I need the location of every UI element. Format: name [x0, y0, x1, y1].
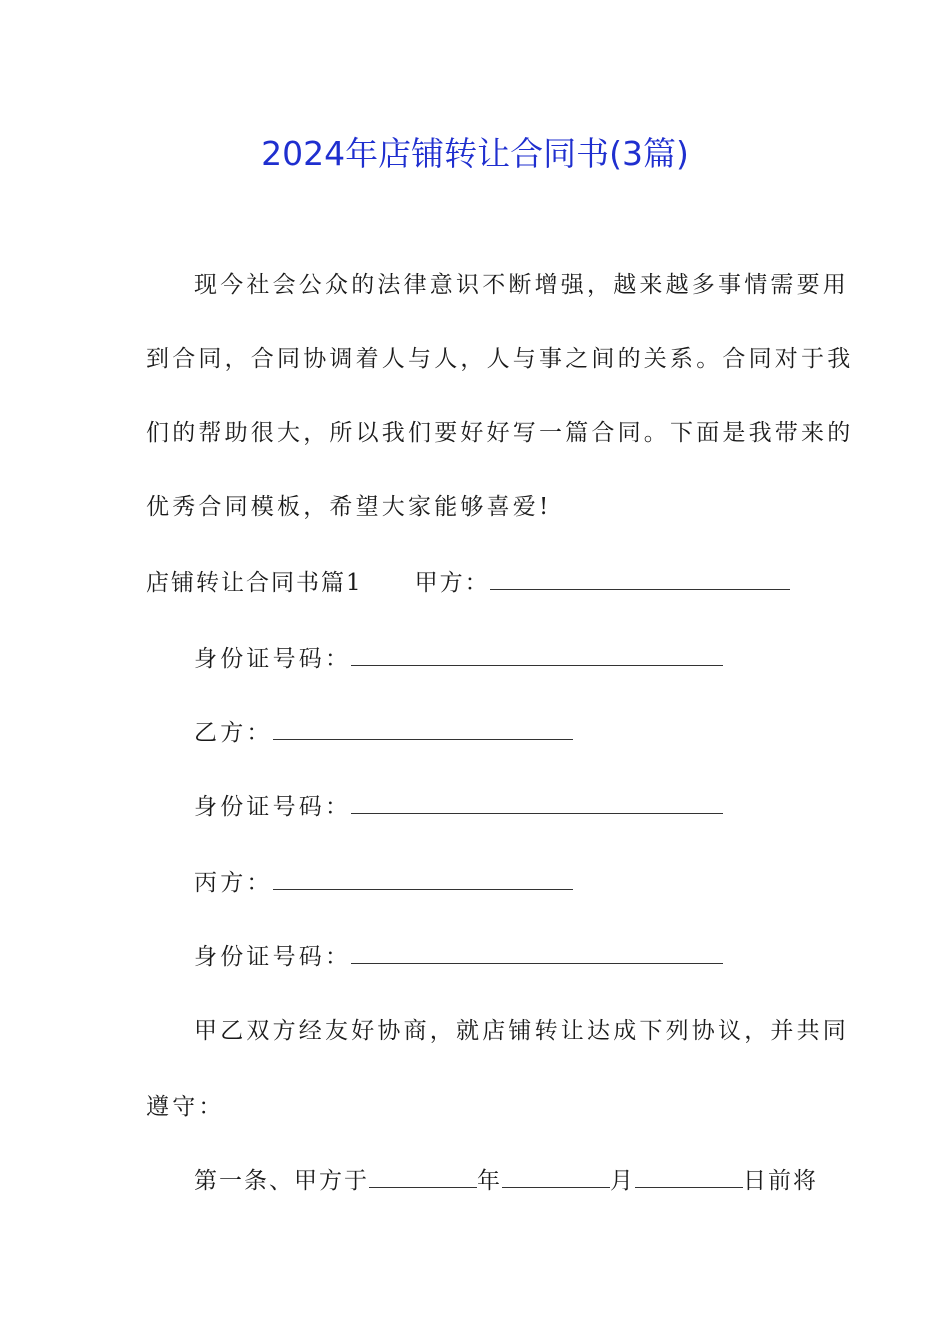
month-blank[interactable] — [502, 1169, 610, 1188]
party-a-label: 甲方： — [414, 570, 490, 596]
party-b-row — [194, 718, 573, 748]
day-blank[interactable] — [635, 1169, 743, 1188]
section-heading-row — [146, 568, 790, 598]
party-b-label: 乙方： — [194, 720, 273, 746]
id-a-row — [194, 644, 723, 674]
agreement-line-2: 遵守： — [146, 1094, 225, 1120]
id-a-blank[interactable] — [351, 647, 723, 666]
id-b-row — [194, 792, 723, 822]
party-c-label: 丙方： — [194, 870, 273, 896]
year-blank[interactable] — [369, 1169, 477, 1188]
document-title: 2024年店铺转让合同书(3篇) — [261, 134, 689, 173]
intro-line-3: 们的帮助很大，所以我们要好好写一篇合同。下面是我带来的 — [146, 420, 854, 446]
id-a-label: 身份证号码： — [194, 646, 352, 672]
id-b-blank[interactable] — [351, 795, 723, 814]
article-1-row — [194, 1166, 818, 1196]
id-c-label: 身份证号码： — [194, 944, 352, 970]
party-c-row — [194, 868, 573, 898]
section-heading: 店铺转让合同书篇1 — [146, 570, 363, 596]
intro-line-2: 到合同，合同协调着人与人，人与事之间的关系。合同对于我 — [146, 346, 854, 372]
id-b-label: 身份证号码： — [194, 794, 352, 820]
party-b-blank[interactable] — [273, 721, 573, 740]
party-c-blank[interactable] — [273, 871, 573, 890]
year-label: 年 — [477, 1168, 502, 1194]
party-a-blank[interactable] — [490, 571, 790, 590]
article-1-prefix: 第一条、甲方于 — [194, 1168, 369, 1194]
month-label: 月 — [610, 1168, 635, 1194]
id-c-blank[interactable] — [351, 945, 723, 964]
intro-line-1: 现今社会公众的法律意识不断增强，越来越多事情需要用 — [194, 272, 849, 298]
agreement-line-1: 甲乙双方经友好协商，就店铺转让达成下列协议，并共同 — [194, 1018, 849, 1044]
intro-line-4: 优秀合同模板，希望大家能够喜爱! — [146, 494, 552, 520]
id-c-row — [194, 942, 723, 972]
article-1-suffix: 日前将 — [743, 1168, 818, 1194]
